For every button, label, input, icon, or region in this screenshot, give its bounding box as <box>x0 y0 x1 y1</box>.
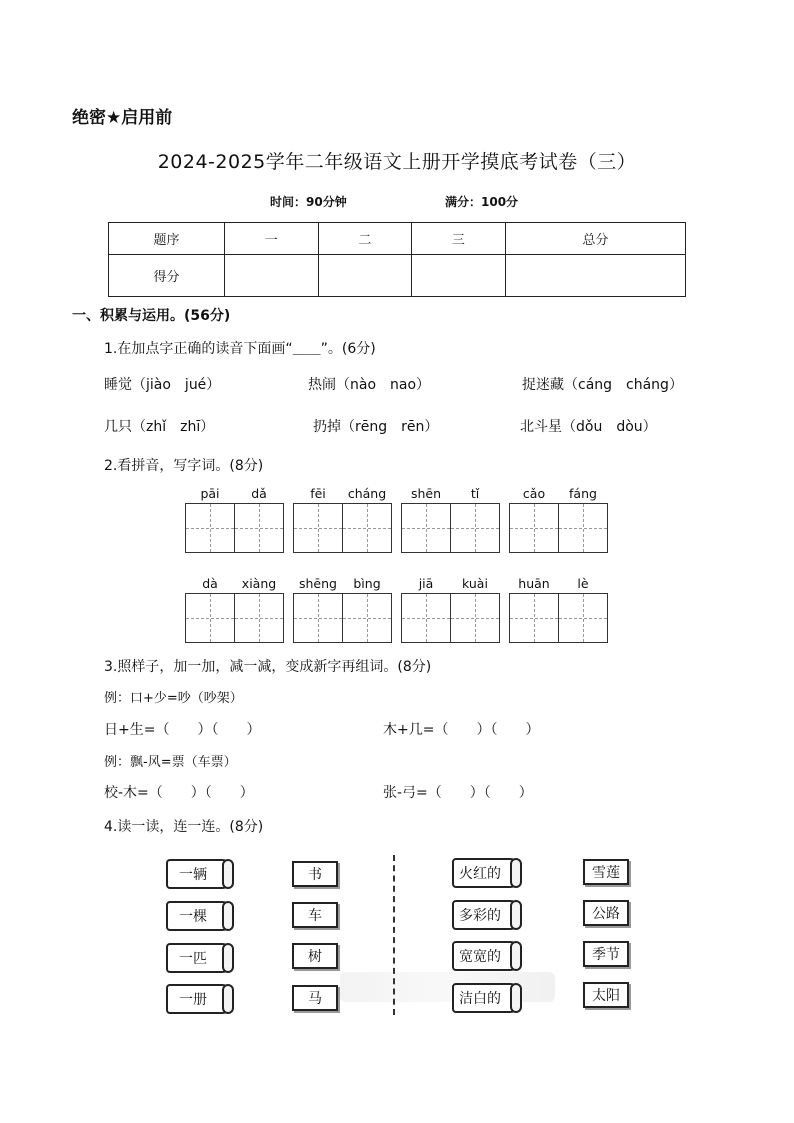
writing-cell[interactable] <box>185 503 235 553</box>
pinyin-label: shēng <box>299 576 337 591</box>
q3-item[interactable]: 木+几=（ ）（ ） <box>383 722 540 738</box>
pinyin-label: lè <box>577 576 589 591</box>
pinyin-label: fēi <box>310 486 326 501</box>
section-title: 一、积累与运用。(56分) <box>72 308 231 324</box>
writing-cell[interactable] <box>450 593 500 643</box>
noun-card[interactable]: 树 <box>292 943 338 969</box>
pinyin-label: huān <box>518 576 550 591</box>
q3-item[interactable]: 日+生=（ ）（ ） <box>104 722 261 738</box>
noun-card[interactable]: 车 <box>292 902 338 928</box>
writing-cell[interactable] <box>234 503 284 553</box>
scan-smudge <box>340 972 555 1002</box>
writing-box-group <box>401 503 500 553</box>
writing-cell[interactable] <box>509 593 559 643</box>
q1-item[interactable]: 北斗星（dǒu dòu） <box>520 419 657 435</box>
tag-label: 洁白的 <box>459 991 501 1007</box>
score-table-header: 三 <box>412 223 506 255</box>
writing-box-group <box>509 503 608 553</box>
pinyin-label: tǐ <box>470 486 480 501</box>
q1-item[interactable]: 扔掉（rēng rēn） <box>313 419 439 435</box>
q3-item[interactable]: 张-弓=（ ）（ ） <box>383 785 533 801</box>
exam-time: 时间：90分钟 <box>270 195 347 209</box>
q3-example: 例：飘-风=票（车票） <box>104 755 237 770</box>
noun-card[interactable]: 季节 <box>583 941 629 967</box>
pinyin-label: xiàng <box>241 576 277 591</box>
confidential-label: 绝密★启用前 <box>72 108 173 128</box>
q1-item[interactable]: 捉迷藏（cáng cháng） <box>522 377 683 393</box>
score-cell[interactable] <box>505 255 685 297</box>
divider-line <box>393 855 395 1015</box>
writing-cell[interactable] <box>293 593 343 643</box>
question-3-prompt: 3.照样子，加一加，减一减，变成新字再组词。(8分) <box>104 659 432 675</box>
writing-cell[interactable] <box>509 503 559 553</box>
exam-full-score: 满分：100分 <box>445 195 519 209</box>
writing-cell[interactable] <box>234 593 284 643</box>
noun-card[interactable]: 公路 <box>583 900 629 926</box>
tag-label: 一辆 <box>179 867 207 883</box>
measure-word-tag[interactable] <box>166 901 234 931</box>
writing-cell[interactable] <box>558 503 608 553</box>
score-table-header: 题序 <box>109 223 225 255</box>
measure-word-tag[interactable] <box>166 859 234 889</box>
score-cell[interactable] <box>225 255 319 297</box>
pinyin-label: bìng <box>353 576 381 591</box>
writing-cell[interactable] <box>342 503 392 553</box>
score-cell[interactable] <box>412 255 506 297</box>
pinyin-label: dǎ <box>251 486 267 501</box>
adjective-tag[interactable] <box>452 858 522 888</box>
measure-word-tag[interactable] <box>166 943 234 973</box>
writing-cell[interactable] <box>185 593 235 643</box>
tag-label: 一册 <box>179 992 207 1008</box>
pinyin-label: jiā <box>418 576 434 591</box>
score-table-header: 总分 <box>505 223 685 255</box>
question-4-prompt: 4.读一读，连一连。(8分) <box>104 819 264 835</box>
pinyin-label: dà <box>202 576 218 591</box>
writing-cell[interactable] <box>342 593 392 643</box>
q1-item[interactable]: 热闹（nào nao） <box>308 377 431 393</box>
writing-box-group <box>509 593 608 643</box>
pinyin-label: cǎo <box>522 486 546 501</box>
question-1-prompt: 1.在加点字正确的读音下面画“＿＿”。(6分) <box>104 341 376 357</box>
pinyin-label: fáng <box>569 486 597 501</box>
q3-example: 例：口+少=吵（吵架） <box>104 691 243 706</box>
writing-cell[interactable] <box>558 593 608 643</box>
writing-box-group <box>185 593 284 643</box>
pinyin-label: pāi <box>200 486 220 501</box>
noun-card[interactable]: 雪莲 <box>583 859 629 885</box>
question-2-prompt: 2.看拼音，写字词。(8分) <box>104 458 264 474</box>
q1-item[interactable]: 几只（zhǐ zhī） <box>104 419 215 435</box>
tag-label: 宽宽的 <box>459 949 501 965</box>
score-table-header: 一 <box>225 223 319 255</box>
writing-box-group <box>401 593 500 643</box>
q1-item[interactable]: 睡觉（jiào jué） <box>104 377 221 393</box>
score-row-label: 得分 <box>109 255 225 297</box>
score-table <box>108 222 686 297</box>
writing-box-group <box>185 503 284 553</box>
writing-cell[interactable] <box>450 503 500 553</box>
score-table-header: 二 <box>318 223 412 255</box>
tag-label: 火红的 <box>459 866 501 882</box>
noun-card[interactable]: 太阳 <box>583 982 629 1008</box>
adjective-tag[interactable] <box>452 941 522 971</box>
measure-word-tag[interactable] <box>166 984 234 1014</box>
tag-label: 一匹 <box>179 951 207 967</box>
adjective-tag[interactable] <box>452 983 522 1013</box>
noun-card[interactable]: 马 <box>292 985 338 1011</box>
pinyin-label: cháng <box>347 486 387 501</box>
score-cell[interactable] <box>318 255 412 297</box>
writing-cell[interactable] <box>293 503 343 553</box>
noun-card[interactable]: 书 <box>292 861 338 887</box>
adjective-tag[interactable] <box>452 900 522 930</box>
pinyin-label: shēn <box>410 486 442 501</box>
pinyin-label: kuài <box>462 576 488 591</box>
tag-label: 一棵 <box>179 909 207 925</box>
writing-cell[interactable] <box>401 593 451 643</box>
exam-title: 2024-2025学年二年级语文上册开学摸底考试卷（三） <box>157 151 637 173</box>
writing-box-group <box>293 593 392 643</box>
q3-item[interactable]: 校-木=（ ）（ ） <box>104 785 254 801</box>
writing-box-group <box>293 503 392 553</box>
writing-cell[interactable] <box>401 503 451 553</box>
tag-label: 多彩的 <box>459 908 501 924</box>
